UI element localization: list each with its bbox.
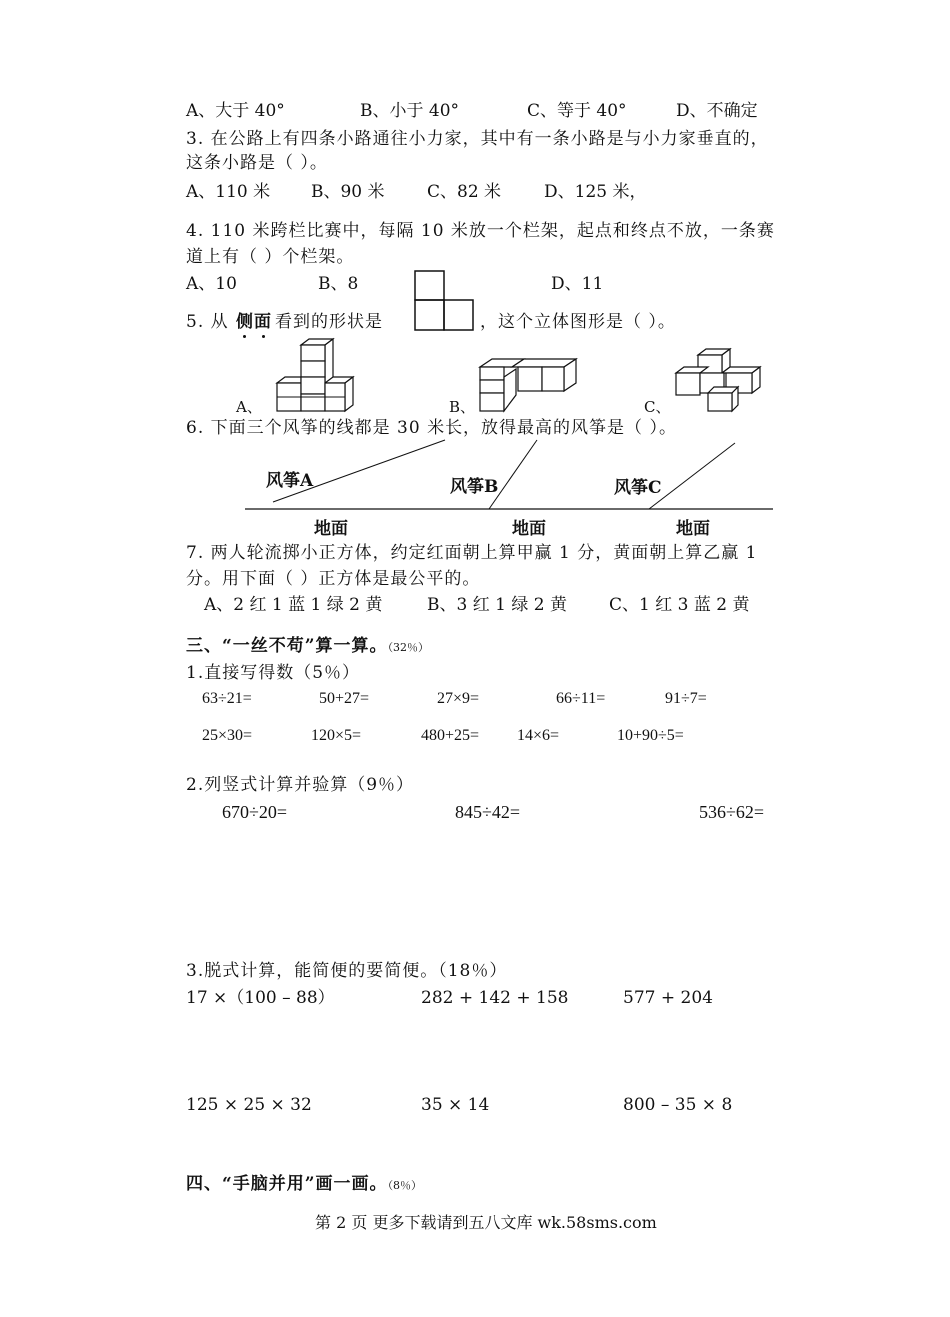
stepwise-calc-item: 35 × 14 <box>421 1095 490 1115</box>
stepwise-calc-item: 125 × 25 × 32 <box>186 1095 312 1115</box>
sub3-title: 3.脱式计算，能简便的要简便。（18％） <box>186 961 508 981</box>
q3-line2: 这条小路是（ ）。 <box>186 153 328 173</box>
q4-line1: 4. 110 米跨栏比赛中，每隔 10 米放一个栏架，起点和终点不放，一条赛 <box>186 221 775 241</box>
ground-label-1: 地面 <box>314 519 348 539</box>
q3-option-a: A、110 米 <box>186 182 271 202</box>
q7-line1: 7. 两人轮流掷小正方体，约定红面朝上算甲赢 1 分，黄面朝上算乙赢 1 <box>186 543 758 563</box>
q5-emphasis: 侧面 <box>236 312 272 332</box>
q3-option-d: D、125 米， <box>544 182 647 202</box>
page-footer: 第 2 页 更多下载请到五八文库 wk.58sms.com <box>315 1213 657 1232</box>
oral-calc-item: 10+90÷5= <box>617 727 684 744</box>
q3-option-b: B、90 米 <box>311 182 385 202</box>
stepwise-calc-item: 17 ×（100 – 88） <box>186 988 335 1008</box>
ground-label-3: 地面 <box>676 519 710 539</box>
kite-c-label: 风筝C <box>614 478 662 498</box>
q2-option-c: C、等于 40° <box>527 101 627 121</box>
section4-title <box>186 1173 422 1197</box>
q3-option-c: C、82 米 <box>427 182 502 202</box>
oral-calc-item: 66÷11= <box>556 690 606 707</box>
vertical-calc-item: 536÷62= <box>699 802 765 822</box>
side-view-figure <box>414 270 474 332</box>
q4-line2: 道上有（ ）个栏架。 <box>186 247 355 267</box>
oral-calc-item: 63÷21= <box>202 690 252 707</box>
q4-option-d: D、11 <box>551 274 604 294</box>
vertical-calc-item: 670÷20= <box>222 802 288 822</box>
section4-weight: （8％） <box>387 1179 423 1192</box>
q2-option-a: A、大于 40° <box>186 101 285 121</box>
q4-option-b: B、8 <box>318 274 359 294</box>
oral-calc-item: 480+25= <box>421 727 480 744</box>
kite-diagram <box>245 440 775 512</box>
vertical-calc-item: 845÷42= <box>455 802 521 822</box>
q5-suffix: ，这个立体图形是（ ）。 <box>480 312 676 332</box>
q7-option-b: B、3 红 1 绿 2 黄 <box>427 595 567 615</box>
oral-calc-item: 91÷7= <box>665 690 707 707</box>
oral-calc-item: 120×5= <box>311 727 362 744</box>
q5-option-b: B、 <box>449 398 476 416</box>
section3-weight: （32％） <box>387 641 430 654</box>
oral-calc-item: 14×6= <box>517 727 560 744</box>
stepwise-calc-item: 800 – 35 × 8 <box>623 1095 733 1115</box>
cube-figure-b <box>478 355 578 413</box>
kite-b-label: 风筝B <box>450 477 499 497</box>
q7-option-c: C、1 红 3 蓝 2 黄 <box>609 595 750 615</box>
q5-mid: 看到的形状是 <box>275 312 383 332</box>
q6-text: 6. 下面三个风筝的线都是 30 米长，放得最高的风筝是（ ）。 <box>186 418 677 438</box>
stepwise-calc-item: 577 + 204 <box>623 988 713 1008</box>
oral-calc-item: 25×30= <box>202 727 253 744</box>
q7-option-a: A、2 红 1 蓝 1 绿 2 黄 <box>204 595 383 615</box>
oral-calc-item: 50+27= <box>319 690 370 707</box>
emphasis-dot <box>243 335 246 338</box>
emphasis-dot <box>262 335 265 338</box>
q3-line1: 3. 在公路上有四条小路通往小力家，其中有一条小路是与小力家垂直的， <box>186 129 769 149</box>
oral-calc-item: 27×9= <box>437 690 480 707</box>
q5-option-c: C、 <box>644 398 671 416</box>
stepwise-calc-item: 282 + 142 + 158 <box>421 988 569 1008</box>
section3-title <box>186 635 429 659</box>
cube-figure-c <box>674 347 764 413</box>
sub1-title: 1.直接写得数（5％） <box>186 663 361 683</box>
sub2-title: 2.列竖式计算并验算（9％） <box>186 775 415 795</box>
section3-title-text: 三、“一丝不苟”算一算。 <box>186 636 388 656</box>
ground-label-2: 地面 <box>512 519 546 539</box>
kite-a-label: 风筝A <box>266 471 314 491</box>
q2-option-d: D、不确定 <box>676 101 758 121</box>
q7-line2: 分。用下面（ ）正方体是最公平的。 <box>186 569 481 589</box>
q5-option-a: A、 <box>236 398 262 416</box>
q5-prefix: 5. 从 <box>186 312 229 332</box>
q4-option-a: A、10 <box>186 274 237 294</box>
cube-figure-a <box>275 337 355 413</box>
section4-title-text: 四、“手脑并用”画一画。 <box>186 1174 388 1194</box>
q2-option-b: B、小于 40° <box>360 101 460 121</box>
